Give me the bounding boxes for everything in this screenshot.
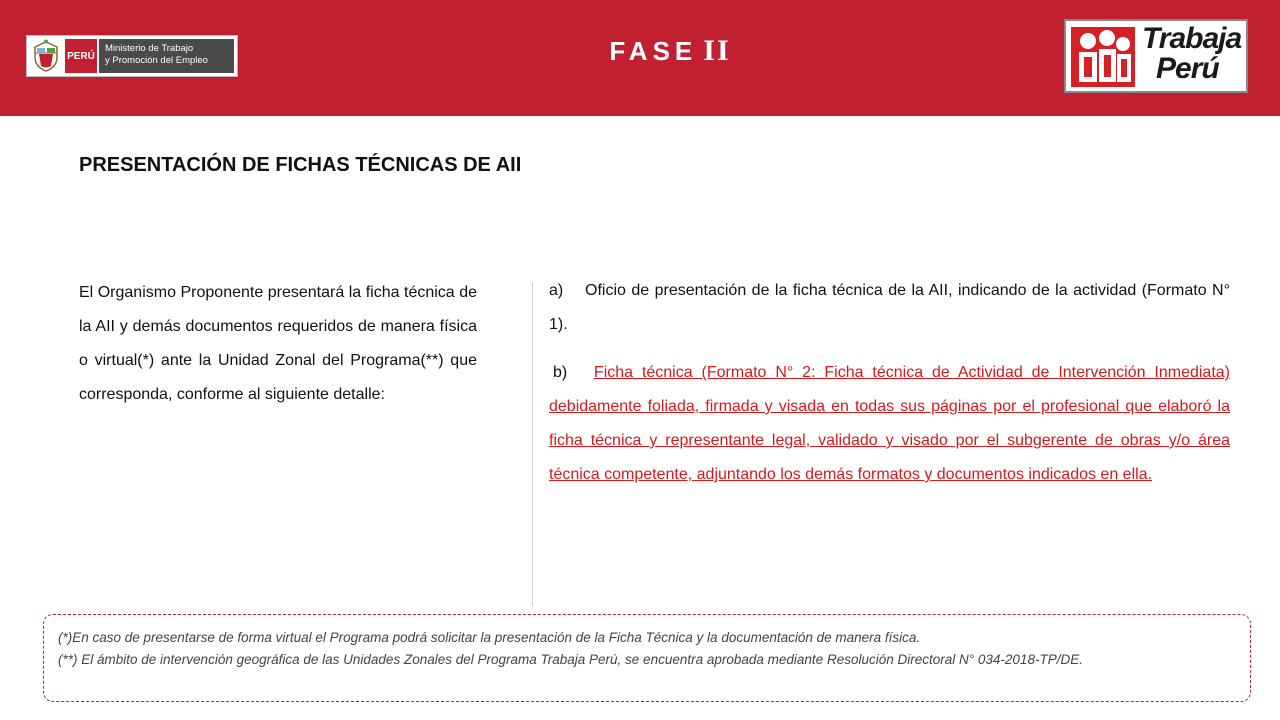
intro-paragraph: El Organismo Proponente presentará la ficha técnica de la AII y demás documentos requeridos de manera física o virtual(*) ante la Unidad Zonal del Programa(**) que corresponda, conforme al siguiente detalle: <box>79 284 477 403</box>
phase-title <box>560 34 780 68</box>
ministry-logo <box>26 35 238 77</box>
ministry-name <box>99 39 234 73</box>
footnote-1: (*)En caso de presentarse de forma virtual el Programa podrá solicitar la presentación de la Ficha Técnica y la documentación de manera física. <box>58 630 921 645</box>
country-label: PERÚ <box>65 39 97 73</box>
list-text-a: Oficio de presentación de la ficha técnica de la AII, indicando de la actividad (Formato N° 1). <box>549 282 1230 333</box>
brand-line-2: Perú <box>1156 52 1219 85</box>
phase-number: II <box>703 34 731 67</box>
brand-name <box>1142 24 1241 84</box>
section-title: PRESENTACIÓN DE FICHAS TÉCNICAS DE AII <box>79 154 522 176</box>
phase-word: FASE <box>609 36 698 66</box>
list-item-a <box>549 274 1230 342</box>
list-marker-b: b) <box>553 364 568 381</box>
list-item-b <box>549 356 1230 492</box>
brand-line-1: Trabaja <box>1142 22 1242 55</box>
people-figures-icon <box>1071 27 1135 87</box>
list-text-b: Ficha técnica (Formato N° 2: Ficha técnica de Actividad de Intervención Inmediata) debidamente foliada, firmada y visada en todas sus páginas por el profesional que elaboró la ficha técnica y representante legal, validado y visado por el subgerente de obras y/o área técnica competente, adjuntando los demás formatos y documentos indicados en ella. <box>549 364 1230 483</box>
column-divider <box>532 282 533 606</box>
ministry-line-2: y Promoción del Empleo <box>105 55 208 66</box>
coat-of-arms-icon <box>31 39 61 73</box>
header-bar <box>0 0 1280 116</box>
requirements-list <box>549 274 1230 492</box>
trabaja-peru-logo <box>1064 19 1248 93</box>
footnotes-box <box>43 614 1251 702</box>
list-marker-a: a) <box>549 282 564 299</box>
footnote-2: (**) El ámbito de intervención geográfica de las Unidades Zonales del Programa Trabaja Perú, se encuentra aprobada mediante Resolución Directoral N° 034-2018-TP/DE. <box>58 652 1083 667</box>
ministry-line-1: Ministerio de Trabajo <box>105 43 194 54</box>
